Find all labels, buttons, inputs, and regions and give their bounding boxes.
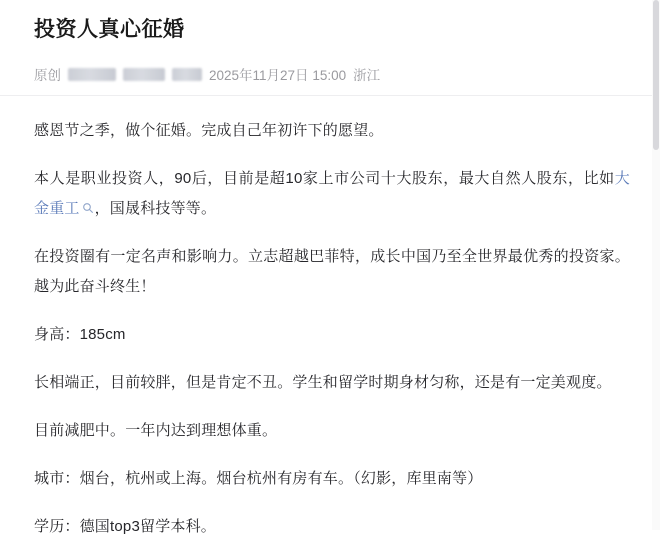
article-body [34,96,630,542]
scrollbar-track[interactable] [652,0,660,530]
paragraph-2 [34,164,630,224]
paragraph-education: 学历：德国top3留学本科。 [34,518,216,536]
stock-link-dajinzhonggong[interactable]: 大金重工 [34,170,630,218]
paragraph-appearance: 长相端正，目前较胖，但是肯定不丑。学生和留学时期身材匀称，还是有一定美观度。 [34,374,612,392]
author-redacted-block-3 [172,68,202,81]
author-redacted-block-2 [123,68,165,81]
paragraph-2-text-before: 本人是职业投资人，90后，目前是超10家上市公司十大股东，最大自然人股东，比如 [34,170,615,188]
paragraph-weight-plan: 目前减肥中。一年内达到理想体重。 [34,422,278,440]
publish-location: 浙江 [353,68,381,84]
article-meta [34,65,630,83]
scrollbar-thumb[interactable] [653,0,659,150]
publish-date: 2025年11月27日 15:00 [209,68,347,84]
origin-badge: 原创 [34,68,61,84]
paragraph-3: 在投资圈有一定名声和影响力。立志超越巴菲特，成长中国乃至全世界最优秀的投资家。越为此奋斗终生！ [34,248,630,296]
author-redacted-block-1 [68,68,116,81]
paragraph-height: 身高：185cm [34,326,126,344]
page-title: 投资人真心征婚 [34,18,185,41]
search-icon[interactable] [82,202,94,214]
paragraph-1: 感恩节之季，做个征婚。完成自己年初许下的愿望。 [34,122,384,140]
paragraph-2-text-after: ，国晟科技等等。 [94,200,217,218]
paragraph-city: 城市：烟台，杭州或上海。烟台杭州有房有车。（幻影，库里南等） [34,470,483,488]
